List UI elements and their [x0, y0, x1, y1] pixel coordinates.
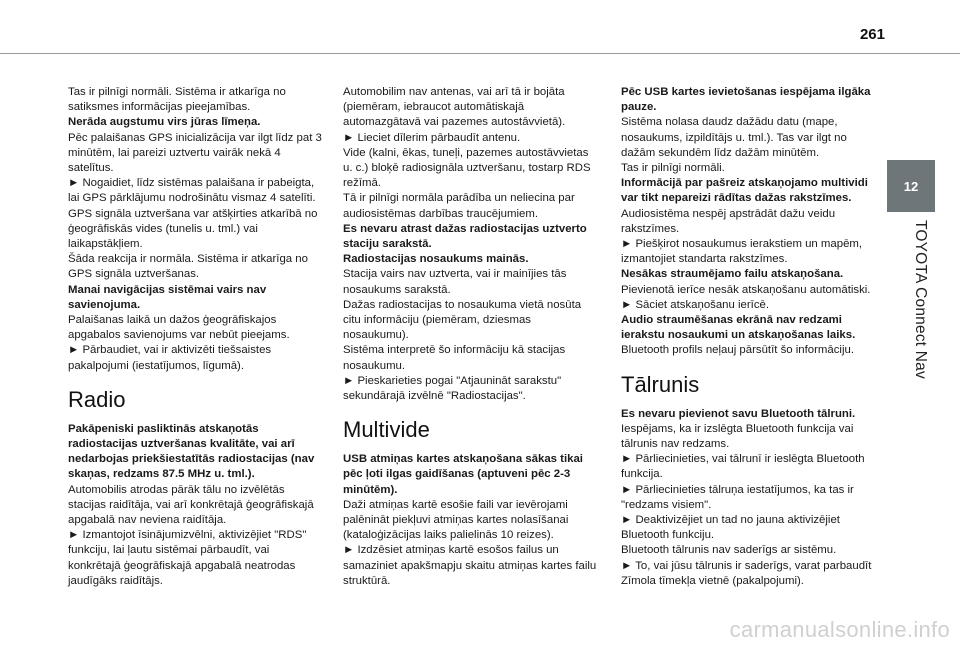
column-3: [621, 85, 876, 589]
body-paragraph: Pēc palaišanas GPS inicializācija var ilgt līdz pat 3 minūtēm, lai pareizi uztvertu vairāk nekā 4 satelītus.: [68, 131, 322, 175]
question-heading: Nerāda augstumu virs jūras līmeņa.: [68, 116, 261, 129]
question-heading: Radiostacijas nosaukums mainās.: [343, 253, 529, 266]
question-heading: Pēc USB kartes ievietošanas iespējama ilgāka pauze.: [621, 86, 871, 114]
body-paragraph: ► Sāciet atskaņošanu ierīcē.: [621, 298, 770, 311]
body-paragraph: Audiosistēma nespēj apstrādāt dažu veidu rakstzīmes.: [621, 207, 836, 235]
body-paragraph: ► Izmantojot īsinājumizvēlni, aktivizējiet "RDS" funkciju, lai ļautu sistēmai pārbaudīt, vai konkrētajā ģeogrāfiskajā apgabalā neatrodas jaudīgāks raidītājs.: [68, 529, 307, 587]
body-paragraph: ► Deaktivizējiet un tad no jauna aktivizējiet Bluetooth funkciju.: [621, 514, 840, 542]
body-paragraph: Stacija vairs nav uztverta, vai ir mainījies tās nosaukums sarakstā.: [343, 268, 567, 296]
body-paragraph: Tā ir pilnīgi normāla parādība un neliecina par audiosistēmas darbības traucējumiem.: [343, 192, 575, 220]
question-heading: Es nevaru pievienot savu Bluetooth tālruni.: [621, 407, 856, 420]
body-paragraph: Iespējams, ka ir izslēgta Bluetooth funkcija vai tālrunis nav redzams.: [621, 422, 854, 451]
body-paragraph: Palaišanas laikā un dažos ģeogrāfiskajos apgabalos savienojums var nebūt pieejams.: [68, 314, 290, 342]
column-1: [68, 85, 323, 589]
body-paragraph: Pievienotā ierīce nesāk atskaņošanu automātiski.: [621, 283, 871, 296]
body-paragraph: Dažas radiostacijas to nosaukuma vietā nosūta citu informāciju (piemēram, dziesmas nosaukumu).: [343, 298, 582, 342]
column-2: [343, 85, 598, 589]
question-heading: Nesākas straumējamo failu atskaņošana.: [621, 268, 844, 281]
question-heading: Manai navigācijas sistēmai vairs nav savienojuma.: [68, 283, 267, 311]
body-paragraph: ► Lieciet dīlerim pārbaudīt antenu.: [343, 131, 521, 144]
watermark: carmanualsonline.info: [729, 617, 950, 642]
question-heading: Audio straumēšanas ekrānā nav redzami ierakstu nosaukumi un atskaņošanas laiks.: [621, 314, 856, 342]
body-paragraph: ► Pārliecinieties, vai tālrunī ir ieslēgta Bluetooth funkcija.: [621, 453, 865, 481]
body-paragraph: GPS signāla uztveršana var atšķirties atkarībā no ģeogrāfiskās vides (tunelis u. tml.) vai laikapstākļiem.: [68, 207, 318, 251]
body-paragraph: Bluetooth tālrunis nav saderīgs ar sistēmu.: [621, 544, 837, 557]
section-heading: Tālrunis: [621, 371, 700, 397]
body-paragraph: Sistēma nolasa daudz dažādu datu (mape, nosaukums, izpildītājs u. tml.). Tas var ilgt no dažām sekundēm līdz dažām minūtēm.: [621, 116, 847, 159]
body-paragraph: Vide (kalni, ēkas, tuneļi, pazemes autostāvvietas u. c.) bloķē radiosignāla uztveršanu, tostarp RDS režīmā.: [343, 146, 591, 190]
chapter-tab[interactable]: 12: [887, 160, 935, 212]
question-heading: Es nevaru atrast dažas radiostacijas uztverto staciju sarakstā.: [343, 222, 587, 251]
question-heading: USB atmiņas kartes atskaņošana sākas tikai pēc ļoti ilgas gaidīšanas (aptuveni pēc 2-3 minūtēm).: [343, 453, 583, 496]
question-heading: Informācijā par pašreiz atskaņojamo multividi var tikt nepareizi rādītas dažas rakstzīmes.: [621, 177, 868, 205]
body-paragraph: Sistēma interpretē šo informāciju kā stacijas nosaukumu.: [343, 344, 566, 372]
section-heading: Multivide: [343, 417, 430, 443]
top-rule: [0, 53, 960, 54]
body-paragraph: ► To, vai jūsu tālrunis ir saderīgs, varat parbaudīt Zīmola tīmekļa vietnē (pakalpojumi).: [621, 559, 872, 587]
page-number: 261: [859, 26, 885, 43]
body-paragraph: Automobilim nav antenas, vai arī tā ir bojāta (piemēram, iebraucot automātiskajā automazgātavā vai pazemes autostāvvietā).: [343, 86, 566, 129]
question-heading: Pakāpeniski pasliktinās atskaņotās radiostacijas uztveršanas kvalitāte, vai arī nedarbojas priekšiestatītās radiostacijas (nav skaņas, redzams 87.5 MHz u. tml.).: [68, 422, 315, 481]
body-paragraph: Automobilis atrodas pārāk tālu no izvēlētās stacijas raidītāja, vai arī konkrētajā ģeogrāfiskajā apgabalā nav neviena raidītāja.: [68, 483, 314, 527]
body-paragraph: Šāda reakcija ir normāla. Sistēma ir atkarīga no GPS signāla uztveršanas.: [68, 253, 308, 281]
body-paragraph: ► Piešķirot nosaukumus ierakstiem un mapēm, izmantojiet standarta rakstzīmes.: [621, 238, 863, 266]
body-paragraph: ► Pārbaudiet, vai ir aktivizēti tiešsaistes pakalpojumi (iestatījumos, līgumā).: [68, 344, 272, 372]
body-paragraph: Bluetooth profils neļauj pārsūtīt šo informāciju.: [621, 344, 854, 357]
body-paragraph: ► Izdzēsiet atmiņas kartē esošos failus un samaziniet apakšmapju skaitu atmiņas kartes failu struktūrā.: [343, 544, 597, 587]
body-paragraph: Tas ir pilnīgi normāli.: [621, 162, 725, 175]
body-paragraph: ► Pārliecinieties tālruņa iestatījumos, ka tas ir "redzams visiem".: [621, 483, 854, 511]
body-paragraph: Tas ir pilnīgi normāli. Sistēma ir atkarīga no satiksmes informācijas pieejamības.: [68, 86, 286, 114]
body-paragraph: ► Nogaidiet, līdz sistēmas palaišana ir pabeigta, lai GPS pārklājumu nodrošinātu vismaz 4 satelīti.: [68, 177, 316, 205]
section-heading: Radio: [68, 386, 126, 412]
body-paragraph: Daži atmiņas kartē esošie faili var ievērojami palēnināt piekļuvi atmiņas kartes nolasīšanai (kataloģizācijas laiks palielinās 10 reizes).: [343, 498, 569, 542]
body-paragraph: ► Pieskarieties pogai "Atjaunināt sarakstu" sekundārajā izvēlnē "Radiostacijas".: [343, 374, 562, 403]
chapter-title: TOYOTA Connect Nav: [912, 220, 929, 379]
